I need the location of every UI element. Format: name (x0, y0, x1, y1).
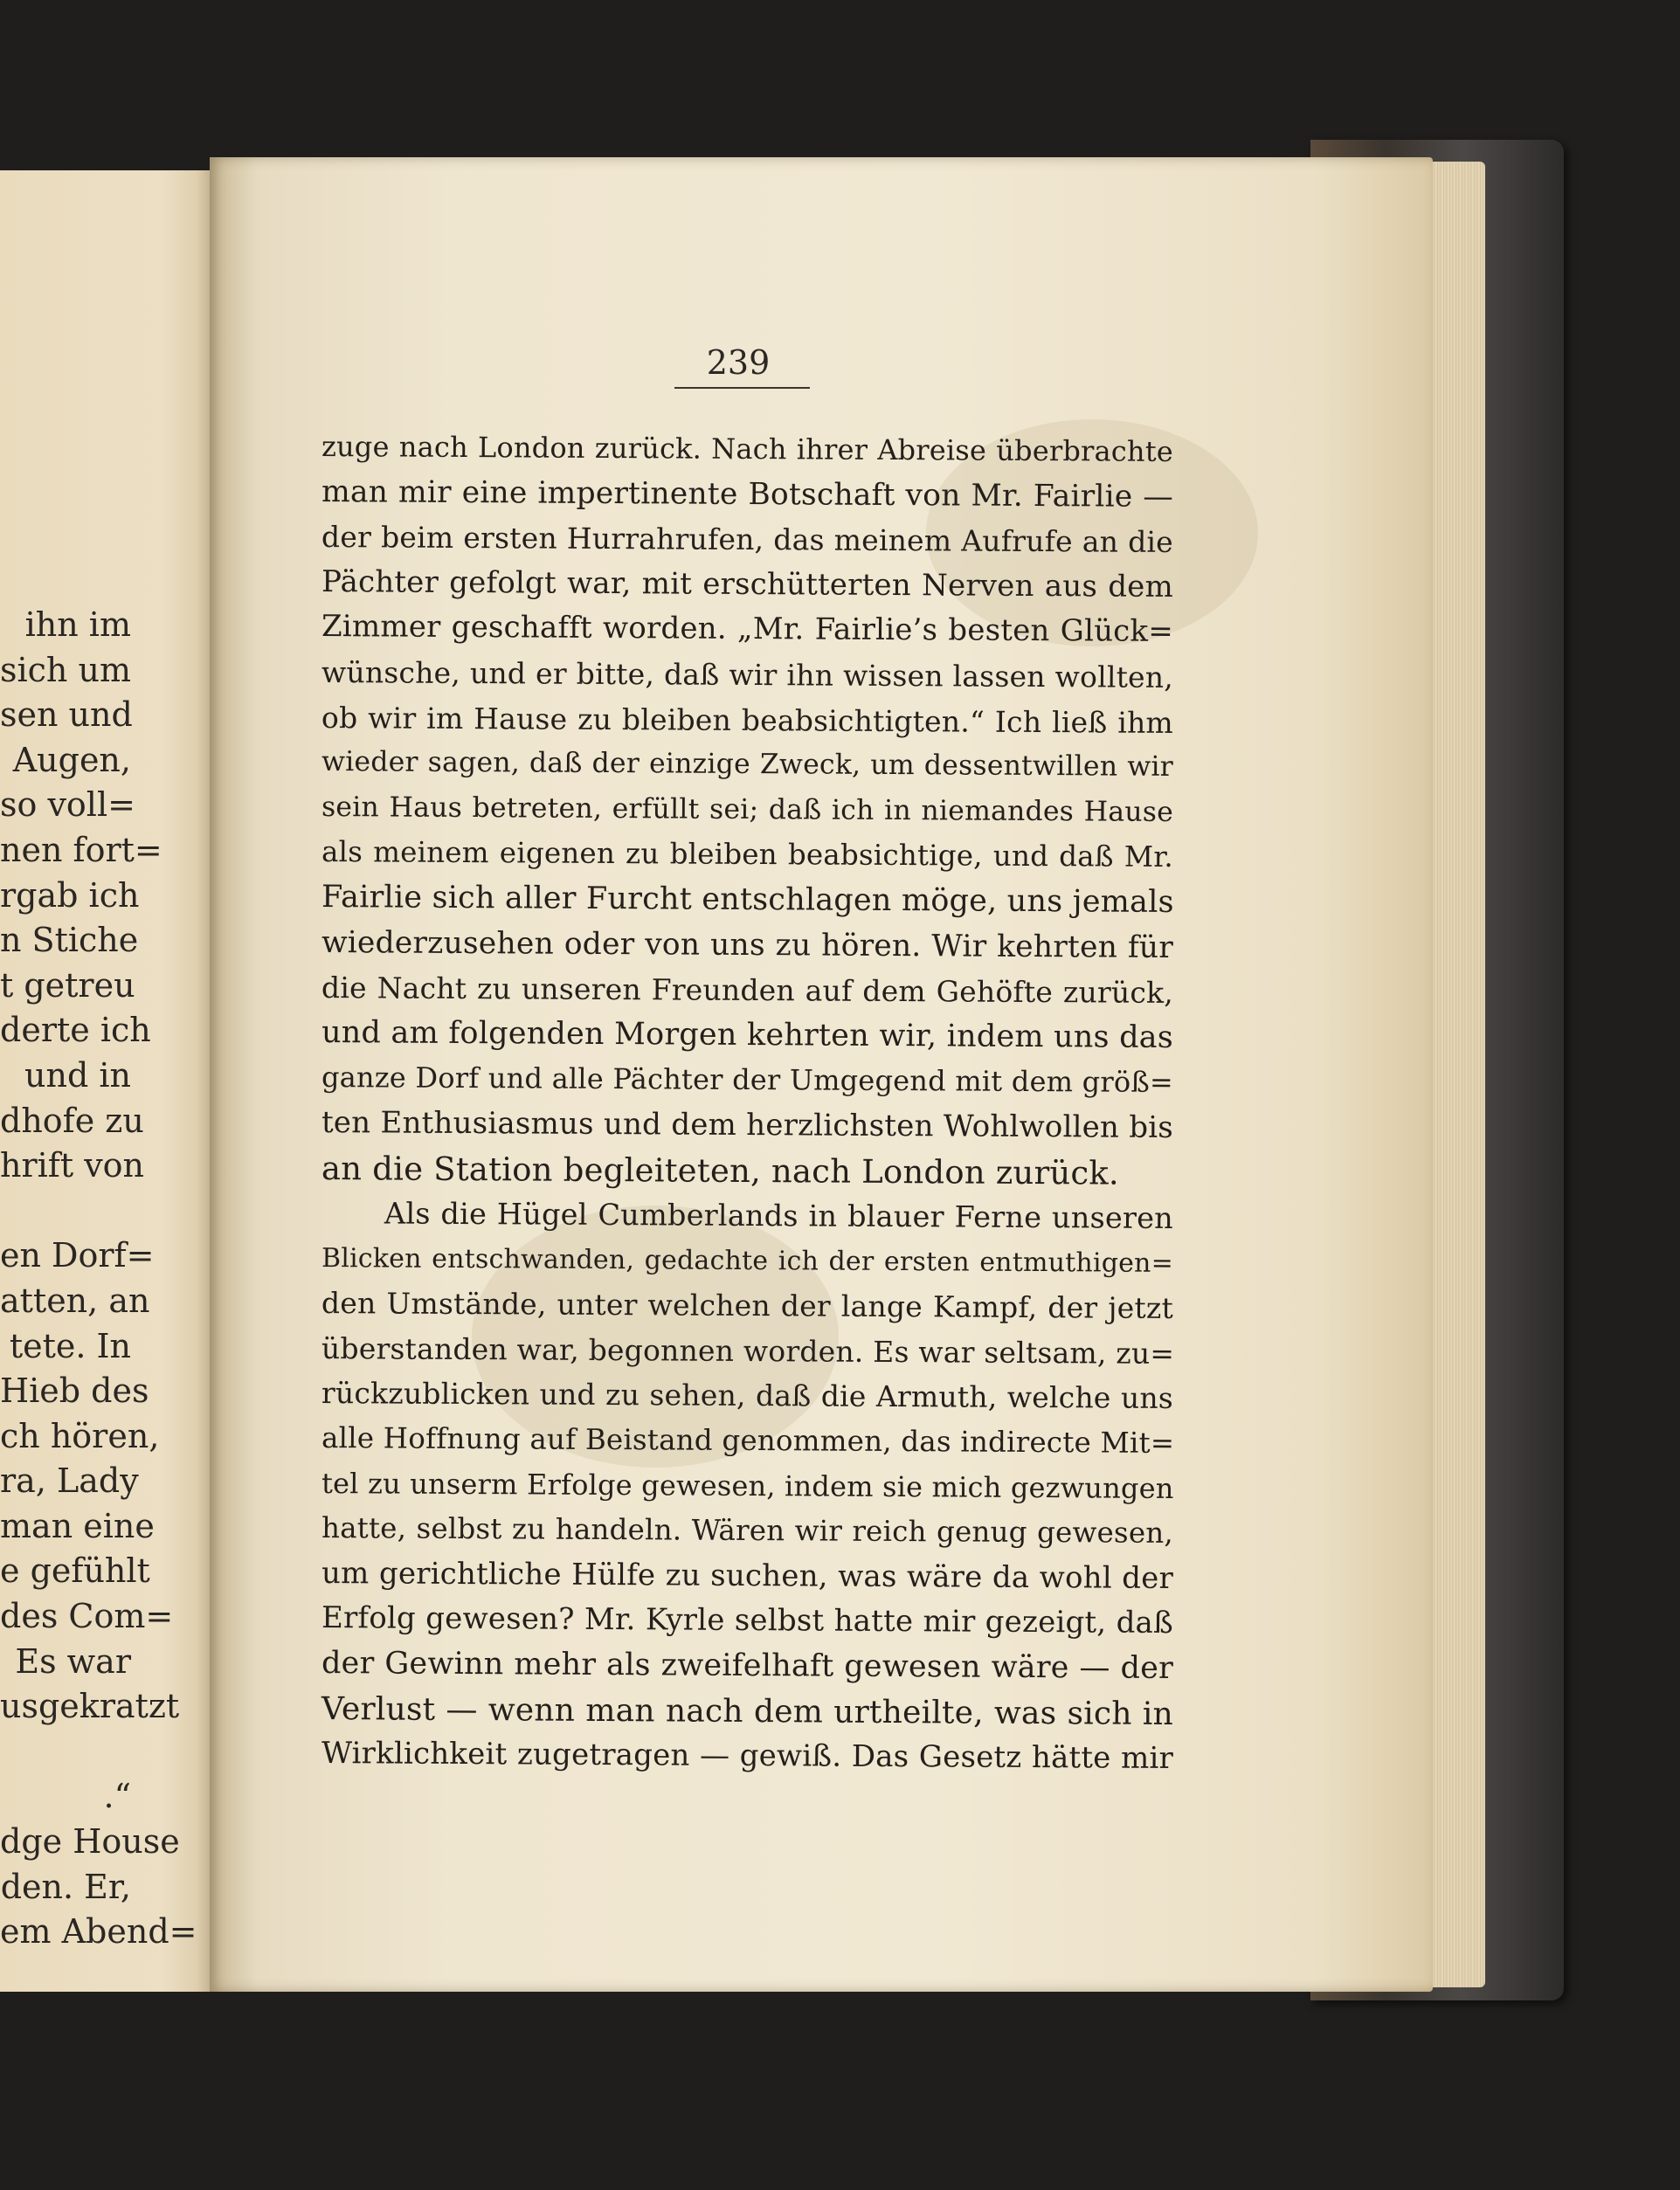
text-line: alle Hoffnung auf Beistand genommen, das indirecte Mit= (321, 1421, 1175, 1461)
text-line: Pächter gefolgt war, mit erschütterten Nerven aus dem (321, 563, 1174, 604)
text-line: als meinem eigenen zu bleiben beabsichtige, und daß Mr. (321, 835, 1174, 874)
text-line: rückzublicken und zu sehen, daß die Armuth, welche uns (321, 1376, 1174, 1416)
text-line: der beim ersten Hurrahrufen, das meinem Aufrufe an die (321, 520, 1174, 560)
text-line: Fairlie sich aller Furcht entschlagen möge, uns jemals (321, 879, 1174, 920)
text-line: überstanden war, begonnen worden. Es war seltsam, zu= (321, 1330, 1175, 1371)
text-line: wieder sagen, daß der einzige Zweck, um dessentwillen wir (321, 746, 1174, 784)
left-line: ra, Lady (0, 1461, 139, 1501)
left-line: e gefühlt (0, 1551, 150, 1591)
text-line: ganze Dorf und alle Pächter der Umgegend mit dem größ= (321, 1060, 1174, 1100)
left-line: hrift von (0, 1146, 145, 1185)
text-line: wünsche, und er bitte, daß wir ihn wissen lassen wollten, (321, 654, 1174, 694)
left-line: Augen, (12, 740, 131, 779)
text-line: die Nacht zu unseren Freunden auf dem Gehöfte zurück, (321, 971, 1174, 1011)
page-number: 239 (706, 343, 771, 382)
text-line: Blicken entschwanden, gedachte ich der ersten entmuthigen= (321, 1242, 1174, 1279)
left-line: en Dorf= (0, 1236, 155, 1275)
text-line: hatte, selbst zu handeln. Wären wir reich genug gewesen, (321, 1511, 1174, 1551)
left-line: .“ (103, 1777, 131, 1816)
left-line: Hieb des (0, 1371, 149, 1411)
left-line: den. Er, (0, 1867, 131, 1906)
left-line: t getreu (0, 965, 135, 1005)
left-line: nen fort= (0, 830, 162, 869)
left-line: rgab ich (0, 875, 140, 915)
left-line: ch hören, (0, 1416, 160, 1455)
text-line: Verlust — wenn man nach dem urtheilte, was sich in (321, 1690, 1174, 1732)
text-line: um gerichtliche Hülfe zu suchen, was wäre da wohl der (321, 1555, 1174, 1596)
left-line: sich um (0, 650, 131, 689)
left-line: ihn im (24, 605, 131, 644)
text-line: zuge nach London zurück. Nach ihrer Abreise überbrachte (321, 430, 1174, 468)
page-number-rule (674, 387, 810, 389)
text-line: Wirklichkeit zugetragen — gewiß. Das Gesetz hätte mir (321, 1736, 1174, 1777)
text-line: an die Station begleiteten, nach London zurück. (321, 1149, 1120, 1192)
text-line: den Umstände, unter welchen der lange Kampf, der jetzt (321, 1286, 1174, 1326)
page-body-text (321, 425, 1173, 1777)
left-line: n Stiche (0, 921, 139, 960)
text-line: sein Haus betreten, erfüllt sei; daß ich in niemandes Hause (321, 791, 1174, 828)
left-line: Es war (15, 1641, 131, 1681)
left-line (0, 1730, 131, 1775)
left-line: und in (24, 1055, 131, 1095)
text-line: Als die Hügel Cumberlands in blauer Ferne unseren (384, 1196, 1174, 1236)
left-line: usgekratzt (0, 1687, 180, 1726)
left-line: derte ich (0, 1011, 151, 1050)
left-line: dhofe zu (0, 1101, 144, 1140)
left-line: sen und (0, 695, 133, 735)
text-line: ob wir im Hause zu bleiben beabsichtigten.“ Ich ließ ihm (321, 700, 1174, 740)
left-line: atten, an (0, 1281, 150, 1320)
text-line: tel zu unserm Erfolge gewesen, indem sie mich gezwungen (321, 1466, 1174, 1505)
text-line: ten Enthusiasmus und dem herzlichsten Wohlwollen bis (321, 1104, 1174, 1145)
text-line: Zimmer geschafft worden. „Mr. Fairlie’s besten Glück= (321, 609, 1174, 650)
left-line: dge House (0, 1822, 180, 1862)
left-line (0, 1189, 131, 1234)
text-line: der Gewinn mehr als zweifelhaft gewesen wäre — der (321, 1646, 1174, 1686)
text-line: und am folgenden Morgen kehrten wir, indem uns das (321, 1014, 1174, 1055)
left-page-text (0, 603, 197, 1955)
text-line: man mir eine impertinente Botschaft von Mr. Fairlie — (321, 473, 1174, 515)
text-line: Erfolg gewesen? Mr. Kyrle selbst hatte mir gezeigt, daß (321, 1600, 1174, 1641)
text-line: wiederzusehen oder von uns zu hören. Wir kehrten für (321, 924, 1174, 965)
left-line: man eine (0, 1506, 155, 1545)
left-line: tete. In (9, 1326, 131, 1365)
left-line: so voll= (0, 785, 135, 825)
left-line: des Com= (0, 1597, 174, 1636)
left-line: em Abend= (0, 1912, 197, 1952)
